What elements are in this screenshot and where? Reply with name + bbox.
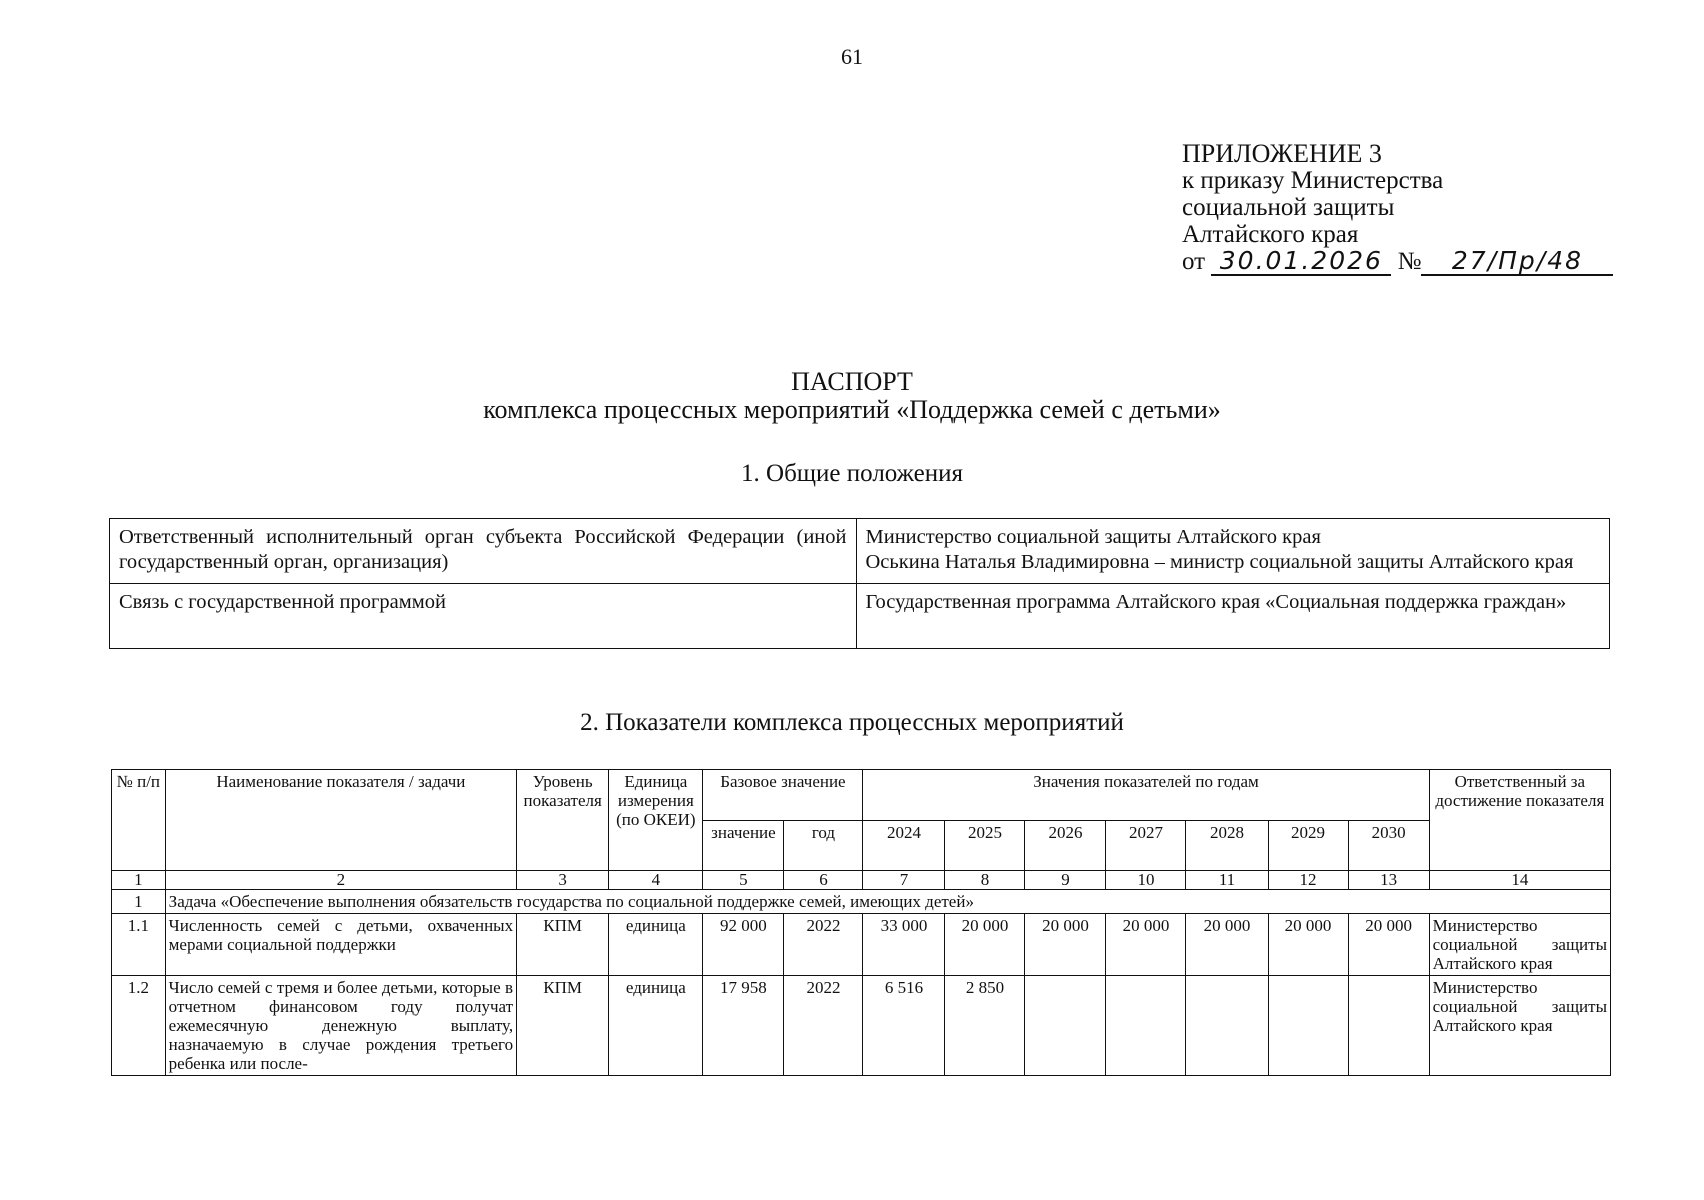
header-unit: Единица измерения (по ОКЕИ) xyxy=(609,770,703,871)
column-number: 8 xyxy=(945,871,1025,890)
table-row xyxy=(112,914,1611,976)
row-label: Ответственный исполнительный орган субъекта Российской Федерации (иной государственный орган, организация) xyxy=(110,519,857,584)
header-base: Базовое значение xyxy=(703,770,863,821)
handwritten-date: 30.01.2026 xyxy=(1211,248,1391,276)
row-year-value xyxy=(1268,976,1348,1076)
row-year-value: 20 000 xyxy=(1268,914,1348,976)
row-name: Численность семей с детьми, охваченных мерами социальной поддержки xyxy=(165,914,516,976)
passport-subtitle: комплекса процессных мероприятий «Поддержка семей с детьми» xyxy=(483,395,1221,424)
value-line: Оськина Наталья Владимировна – министр социальной защиты Алтайского края xyxy=(865,551,1574,573)
row-year-value: 20 000 xyxy=(1106,914,1186,976)
task-row xyxy=(112,890,1611,914)
row-base-value: 17 958 xyxy=(703,976,784,1076)
passport-title: ПАСПОРТ xyxy=(791,367,913,396)
table-row xyxy=(112,976,1611,1076)
column-number: 14 xyxy=(1429,871,1610,890)
row-year-value: 20 000 xyxy=(1186,914,1268,976)
row-year-value: 20 000 xyxy=(1348,914,1429,976)
row-base-value: 92 000 xyxy=(703,914,784,976)
column-number: 12 xyxy=(1268,871,1348,890)
appendix-line: к приказу Министерства xyxy=(1182,167,1444,194)
column-number: 10 xyxy=(1106,871,1186,890)
appendix-title: ПРИЛОЖЕНИЕ 3 xyxy=(1182,139,1382,168)
header-year: 2030 xyxy=(1348,820,1429,871)
from-label: от xyxy=(1182,248,1206,275)
row-label: Связь с государственной программой xyxy=(110,584,857,649)
column-number: 3 xyxy=(517,871,609,890)
table-row xyxy=(110,584,1610,649)
row-year-value: 20 000 xyxy=(1025,914,1106,976)
indicators-table xyxy=(111,769,1611,1076)
row-unit: единица xyxy=(609,976,703,1076)
row-year-value: 2 850 xyxy=(945,976,1025,1076)
header-name: Наименование показателя / задачи xyxy=(165,770,516,871)
header-num: № п/п xyxy=(112,770,166,871)
column-number: 13 xyxy=(1348,871,1429,890)
value-line: Министерство социальной защиты Алтайского края xyxy=(865,526,1321,548)
number-label: № xyxy=(1397,248,1422,275)
task-num: 1 xyxy=(112,890,166,914)
column-number: 5 xyxy=(703,871,784,890)
column-number: 6 xyxy=(784,871,863,890)
appendix-line: социальной защиты xyxy=(1182,194,1395,221)
row-level: КПМ xyxy=(517,914,609,976)
header-year: 2027 xyxy=(1106,820,1186,871)
row-responsible: Министерство социальной защиты Алтайского края xyxy=(1429,976,1610,1076)
appendix-date-number-line xyxy=(1182,248,1613,276)
column-number: 9 xyxy=(1025,871,1106,890)
row-num: 1.2 xyxy=(112,976,166,1076)
task-text: Задача «Обеспечение выполнения обязательств государства по социальной поддержке семей, имеющих детей» xyxy=(165,890,1610,914)
header-year: 2028 xyxy=(1186,820,1268,871)
row-value xyxy=(856,519,1610,584)
row-base-year: 2022 xyxy=(784,976,863,1076)
handwritten-order-number: 27/Пр/48 xyxy=(1421,248,1613,276)
header-level: Уровень показателя xyxy=(517,770,609,871)
row-year-value: 6 516 xyxy=(863,976,945,1076)
row-base-year: 2022 xyxy=(784,914,863,976)
passport-heading xyxy=(0,368,1704,424)
row-name: Число семей с тремя и более детьми, которые в отчетном финансовом году получат ежемесячную денежную выплату, назначаемую в случае рождения третьего ребенка или после- xyxy=(165,976,516,1076)
appendix-line: Алтайского края xyxy=(1182,221,1359,248)
row-year-value xyxy=(1348,976,1429,1076)
column-number: 2 xyxy=(165,871,516,890)
row-unit: единица xyxy=(609,914,703,976)
header-base-value: значение xyxy=(703,820,784,871)
row-year-value xyxy=(1186,976,1268,1076)
row-num: 1.1 xyxy=(112,914,166,976)
column-number: 7 xyxy=(863,871,945,890)
row-year-value: 20 000 xyxy=(945,914,1025,976)
column-number: 4 xyxy=(609,871,703,890)
header-responsible: Ответственный за достижение показателя xyxy=(1429,770,1610,871)
appendix-block xyxy=(1182,140,1613,276)
table-row xyxy=(110,519,1610,584)
row-value: Государственная программа Алтайского края «Социальная поддержка граждан» xyxy=(856,584,1610,649)
header-year: 2024 xyxy=(863,820,945,871)
general-provisions-table xyxy=(109,518,1610,649)
header-base-year: год xyxy=(784,820,863,871)
row-year-value xyxy=(1106,976,1186,1076)
row-year-value xyxy=(1025,976,1106,1076)
row-responsible: Министерство социальной защиты Алтайского края xyxy=(1429,914,1610,976)
header-years-group: Значения показателей по годам xyxy=(863,770,1429,821)
column-number: 11 xyxy=(1186,871,1268,890)
section1-title: 1. Общие положения xyxy=(741,460,963,487)
column-numbers-row xyxy=(112,871,1611,890)
header-year: 2029 xyxy=(1268,820,1348,871)
header-row xyxy=(112,770,1611,821)
column-number: 1 xyxy=(112,871,166,890)
header-year: 2025 xyxy=(945,820,1025,871)
page-number: 61 xyxy=(841,44,863,69)
section2-title: 2. Показатели комплекса процессных мероприятий xyxy=(580,709,1124,736)
row-year-value: 33 000 xyxy=(863,914,945,976)
row-level: КПМ xyxy=(517,976,609,1076)
header-year: 2026 xyxy=(1025,820,1106,871)
